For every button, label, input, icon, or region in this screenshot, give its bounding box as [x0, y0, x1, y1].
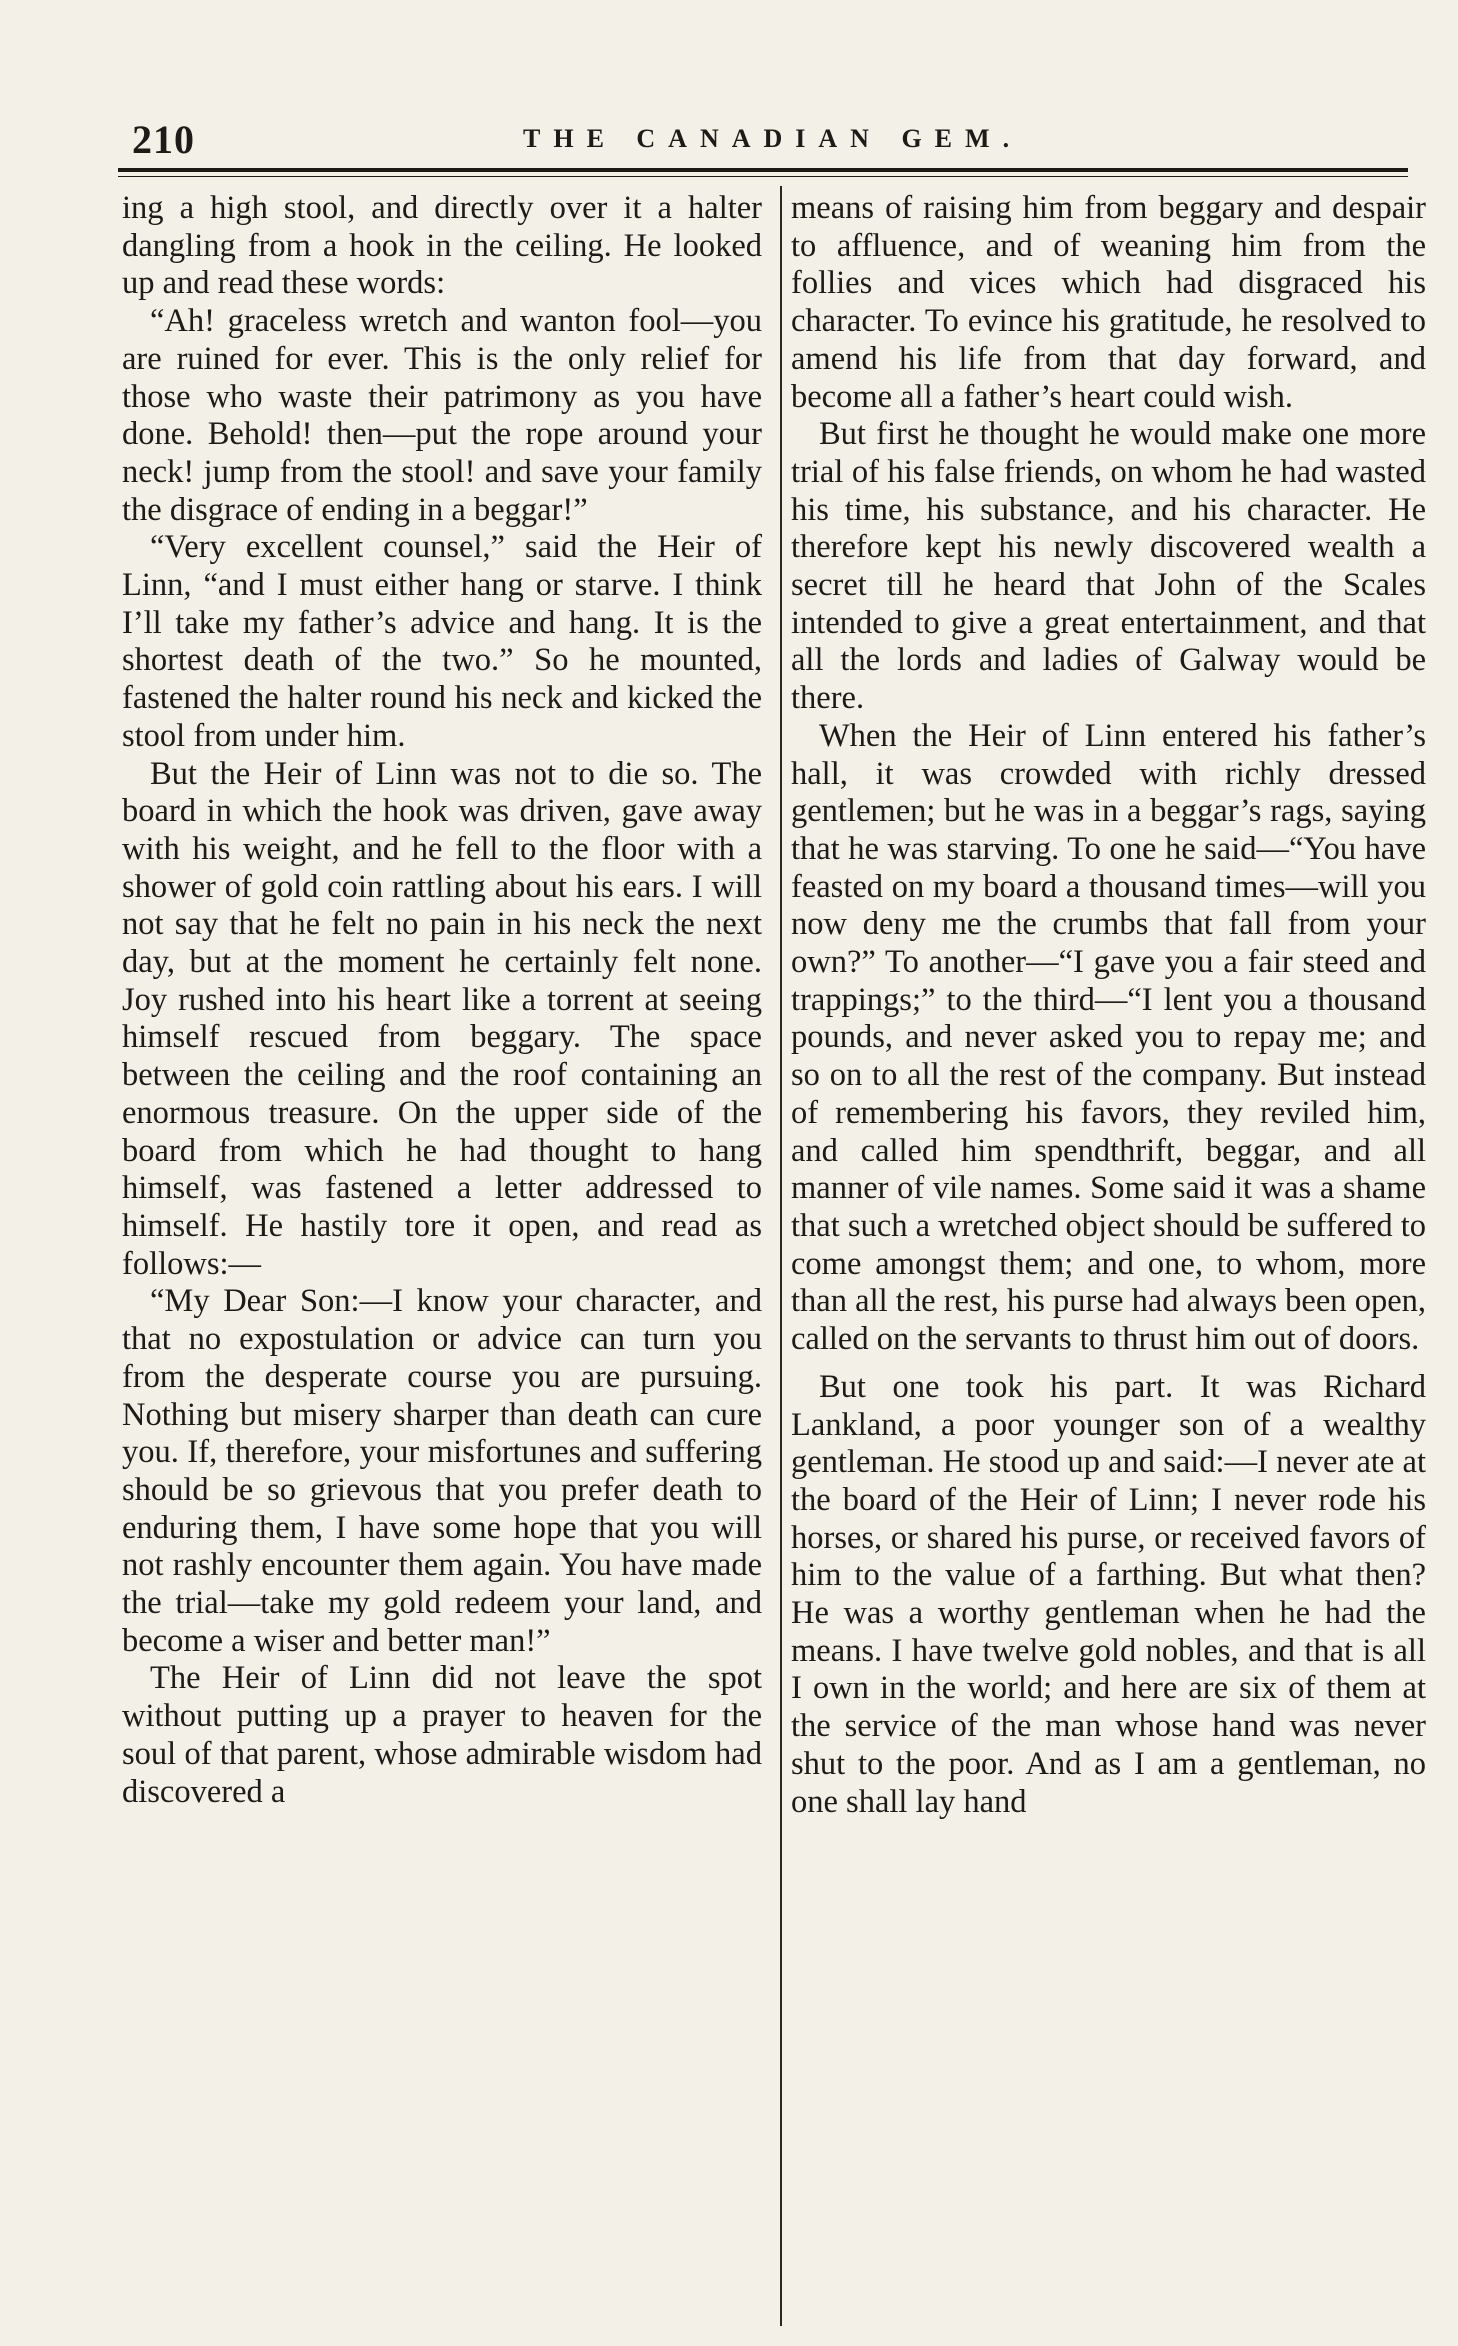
right-column: [791, 190, 1426, 1821]
column-divider: [780, 186, 782, 2326]
header-rule: [118, 168, 1408, 172]
paragraph: But the Heir of Linn was not to die so. The board in which the hook was driven, gave away with his weight, and he fell to the floor with a shower of gold coin rattling about his ears. I will not say that he felt no pain in his neck the next day, but at the moment he certainly felt none. Joy rushed into his heart like a torrent at seeing himself rescued from beggary. The space between the ceiling and the roof containing an enormous treasure. On the upper side of the board from which he had thought to hang himself, was fastened a letter addressed to himself. He hastily tore it open, and read as follows:—: [122, 755, 762, 1282]
paragraph: means of raising him from beggary and despair to affluence, and of weaning him from the follies and vices which had disgraced his character. To evince his gratitude, he resolved to amend his life from that day forward, and become all a father’s heart could wish.: [791, 190, 1426, 415]
paragraph: “Very excellent counsel,” said the Heir of Linn, “and I must either hang or starve. I think I’ll take my father’s advice and hang. It is the shortest death of the two.” So he mounted, fastened the halter round his neck and kicked the stool from under him.: [122, 529, 762, 754]
running-title: THE CANADIAN GEM.: [523, 124, 1023, 153]
header-rule-thin: [118, 176, 1408, 177]
paragraph: “My Dear Son:—I know your character, and that no expostulation or advice can turn you from the desperate course you are pursuing. Nothing but misery sharper than death can cure you. If, therefore, your misfortunes and suffering should be so grievous that you prefer death to enduring them, I have some hope that you will not rashly encounter them again. You have made the trial—take my gold redeem your land, and become a wiser and better man!”: [122, 1283, 762, 1659]
paragraph: ing a high stool, and directly over it a halter dangling from a hook in the ceiling. He looked up and read these words:: [122, 190, 762, 302]
paragraph: When the Heir of Linn entered his father’s hall, it was crowded with richly dressed gentlemen; but he was in a beggar’s rags, saying that he was starving. To one he said—“You have feasted on my board a thousand times—will you now deny me the crumbs that fall from your own?” To another—“I gave you a fair steed and trappings;” to the third—“I lent you a thousand pounds, and never asked you to repay me; and so on to all the rest of the company. But instead of remembering his favors, they reviled him, and called him spendthrift, beggar, and all manner of vile names. Some said it was a shame that such a wretched object should be suffered to come amongst them; and one, to whom, more than all the rest, his purse had always been open, called on the servants to thrust him out of doors.: [791, 717, 1426, 1358]
paragraph: But first he thought he would make one more trial of his false friends, on whom he had wasted his time, his substance, and his character. He therefore kept his newly discovered wealth a secret till he heard that John of the Scales intended to give a great entertainment, and that all the lords and ladies of Galway would be there.: [791, 416, 1426, 717]
page-header: [118, 108, 1408, 160]
page-number: 210: [132, 117, 195, 162]
paragraph: “Ah! graceless wretch and wanton fool—you are ruined for ever. This is the only relief for those who waste their patrimony as you have done. Behold! then—put the rope around your neck! jump from the stool! and save your family the disgrace of ending in a beggar!”: [122, 303, 762, 528]
paragraph: The Heir of Linn did not leave the spot without putting up a prayer to heaven for the soul of that parent, whose admirable wisdom had discovered a: [122, 1660, 762, 1810]
paragraph: But one took his part. It was Richard Lankland, a poor younger son of a wealthy gentleman. He stood up and said:—I never ate at the board of the Heir of Linn; I never rode his horses, or shared his purse, or received favors of him to the value of a farthing. But what then? He was a worthy gentleman when he had the means. I have twelve gold nobles, and that is all I own in the world; and here are six of them at the service of the man whose hand was never shut to the poor. And as I am a gentleman, no one shall lay hand: [791, 1368, 1426, 1820]
left-column: [122, 190, 762, 1811]
